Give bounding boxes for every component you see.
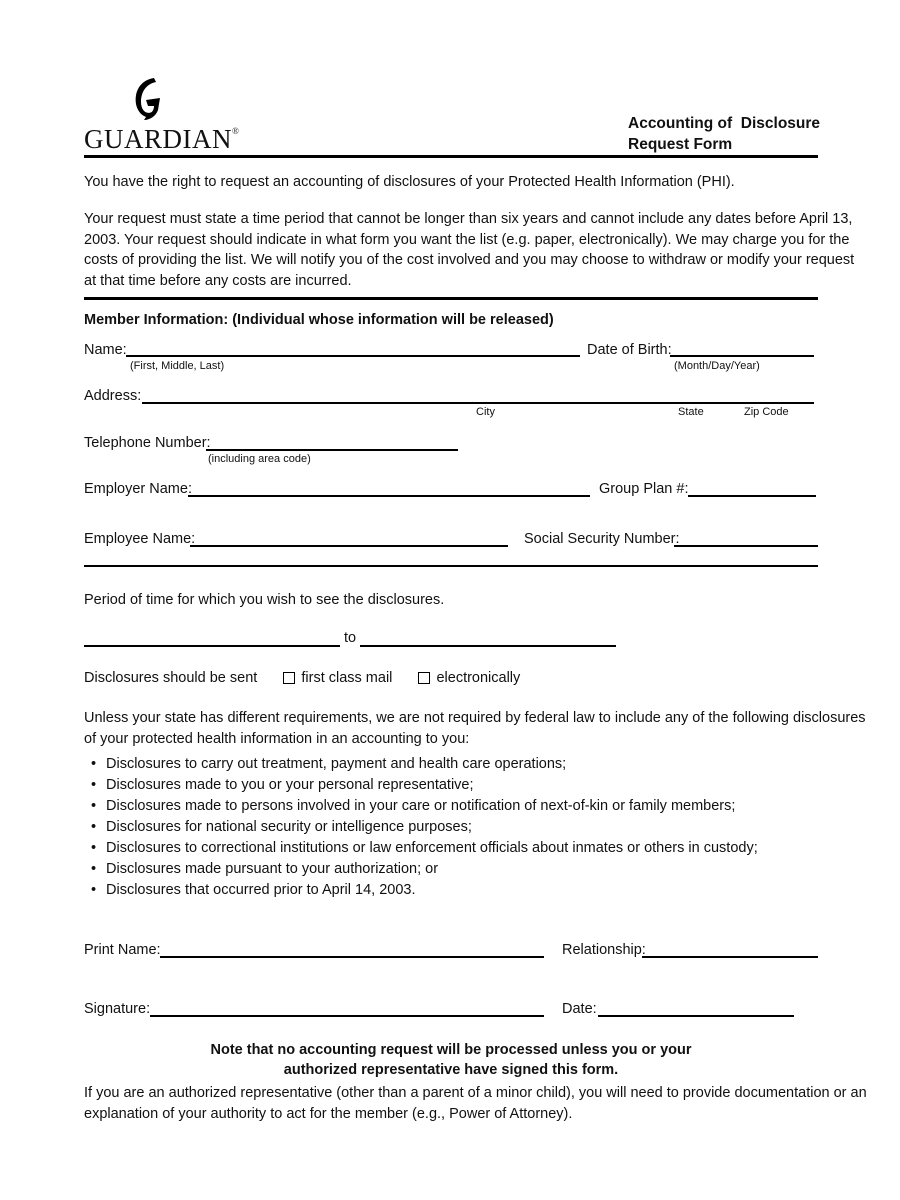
print-name-field[interactable] <box>160 956 544 958</box>
dob-field[interactable] <box>670 355 814 357</box>
intro-p2-line: 2003. Your request should indicate in what form you want the list (e.g. paper, electronically). We may charge you for the <box>84 231 850 248</box>
employer-label: Employer Name: <box>84 481 192 497</box>
group-plan-field[interactable] <box>688 495 816 497</box>
guardian-g-icon <box>130 74 166 122</box>
exclusions-intro-line: of your protected health information in an accounting to you: <box>84 730 470 747</box>
signature-label: Signature: <box>84 1001 151 1017</box>
period-start-field[interactable] <box>84 645 340 647</box>
phone-field[interactable] <box>206 449 458 451</box>
address-field[interactable] <box>142 402 814 404</box>
intro-paragraph-1: You have the right to request an accounting of disclosures of your Protected Health Information (PHI). <box>84 174 735 190</box>
dob-label: Date of Birth: <box>587 342 672 358</box>
period-to-label: to <box>344 630 357 646</box>
intro-p2-line: Your request must state a time period that cannot be longer than six years and cannot include any dates before April 13, <box>84 211 853 227</box>
exclusions-intro-line: Unless your state has different requirements, we are not required by federal law to include any of the following disclosures <box>84 710 866 726</box>
name-hint: (First, Middle, Last) <box>130 360 225 372</box>
representative-note-line: If you are an authorized representative (other than a parent of a minor child), you will need to provide documentation or an <box>84 1085 867 1101</box>
form-title-line2: Request Form <box>628 136 733 153</box>
period-label: Period of time for which you wish to see the disclosures. <box>84 592 445 608</box>
date-label: Date: <box>562 1001 597 1017</box>
intro-paragraph-2 <box>84 209 854 291</box>
form-title <box>628 113 820 155</box>
section-rule <box>84 565 818 567</box>
signature-note <box>84 1040 818 1080</box>
signature-note-line: authorized representative have signed this form. <box>283 1062 619 1078</box>
print-name-label: Print Name: <box>84 942 161 958</box>
signature-note-line: Note that no accounting request will be processed unless you or your <box>210 1042 692 1058</box>
form-title-line1: Accounting of Disclosure <box>628 115 821 132</box>
phone-hint: (including area code) <box>208 453 311 465</box>
header-rule <box>84 155 818 158</box>
date-field[interactable] <box>598 1015 794 1017</box>
relationship-field[interactable] <box>642 956 818 958</box>
delivery-label: Disclosures should be sent <box>84 670 258 686</box>
employer-field[interactable] <box>188 495 590 497</box>
list-item: • Disclosures for national security or intelligence purposes; <box>84 817 818 838</box>
intro-p2-line: at that time before any costs are incurred. <box>84 272 352 289</box>
representative-note-line: explanation of your authority to act for the member (e.g., Power of Attorney). <box>84 1105 573 1122</box>
employee-field[interactable] <box>190 545 508 547</box>
zip-hint: Zip Code <box>744 406 789 418</box>
list-item: • Disclosures made to you or your personal representative; <box>84 775 818 796</box>
ssn-label: Social Security Number: <box>524 531 680 547</box>
section-rule <box>84 297 818 300</box>
list-item: • Disclosures made to persons involved in your care or notification of next-of-kin or family members; <box>84 796 818 817</box>
brand-name: GUARDIAN <box>84 124 232 154</box>
intro-p2-line: costs of providing the list. We will notify you of the cost involved and you may choose to withdraw or modify your request <box>84 252 855 268</box>
list-item: • Disclosures that occurred prior to April 14, 2003. <box>84 880 818 901</box>
group-plan-label: Group Plan #: <box>599 481 689 497</box>
registered-mark: ® <box>232 126 240 136</box>
list-item: • Disclosures to carry out treatment, payment and health care operations; <box>84 754 818 775</box>
employee-label: Employee Name: <box>84 531 196 547</box>
representative-note <box>84 1083 867 1124</box>
electronically-label: electronically <box>436 670 521 686</box>
city-hint: City <box>476 406 495 418</box>
guardian-logo <box>84 74 240 154</box>
name-label: Name: <box>84 342 127 358</box>
period-end-field[interactable] <box>360 645 616 647</box>
state-hint: State <box>678 406 704 418</box>
list-item: • Disclosures to correctional institutions or law enforcement officials about inmates or others in custody; <box>84 838 818 859</box>
member-info-heading: Member Information: (Individual whose information will be released) <box>84 312 554 328</box>
list-item: • Disclosures made pursuant to your authorization; or <box>84 859 818 880</box>
first-class-mail-checkbox[interactable] <box>283 672 295 684</box>
electronically-checkbox[interactable] <box>418 672 430 684</box>
ssn-field[interactable] <box>674 545 818 547</box>
first-class-mail-label: first class mail <box>301 670 393 686</box>
phone-label: Telephone Number: <box>84 435 211 451</box>
address-label: Address: <box>84 388 142 404</box>
exclusions-list <box>84 754 818 901</box>
dob-hint: (Month/Day/Year) <box>674 360 760 372</box>
relationship-label: Relationship: <box>562 942 646 958</box>
delivery-row <box>84 668 520 688</box>
exclusions-intro <box>84 708 866 749</box>
signature-field[interactable] <box>150 1015 544 1017</box>
name-field[interactable] <box>126 355 580 357</box>
